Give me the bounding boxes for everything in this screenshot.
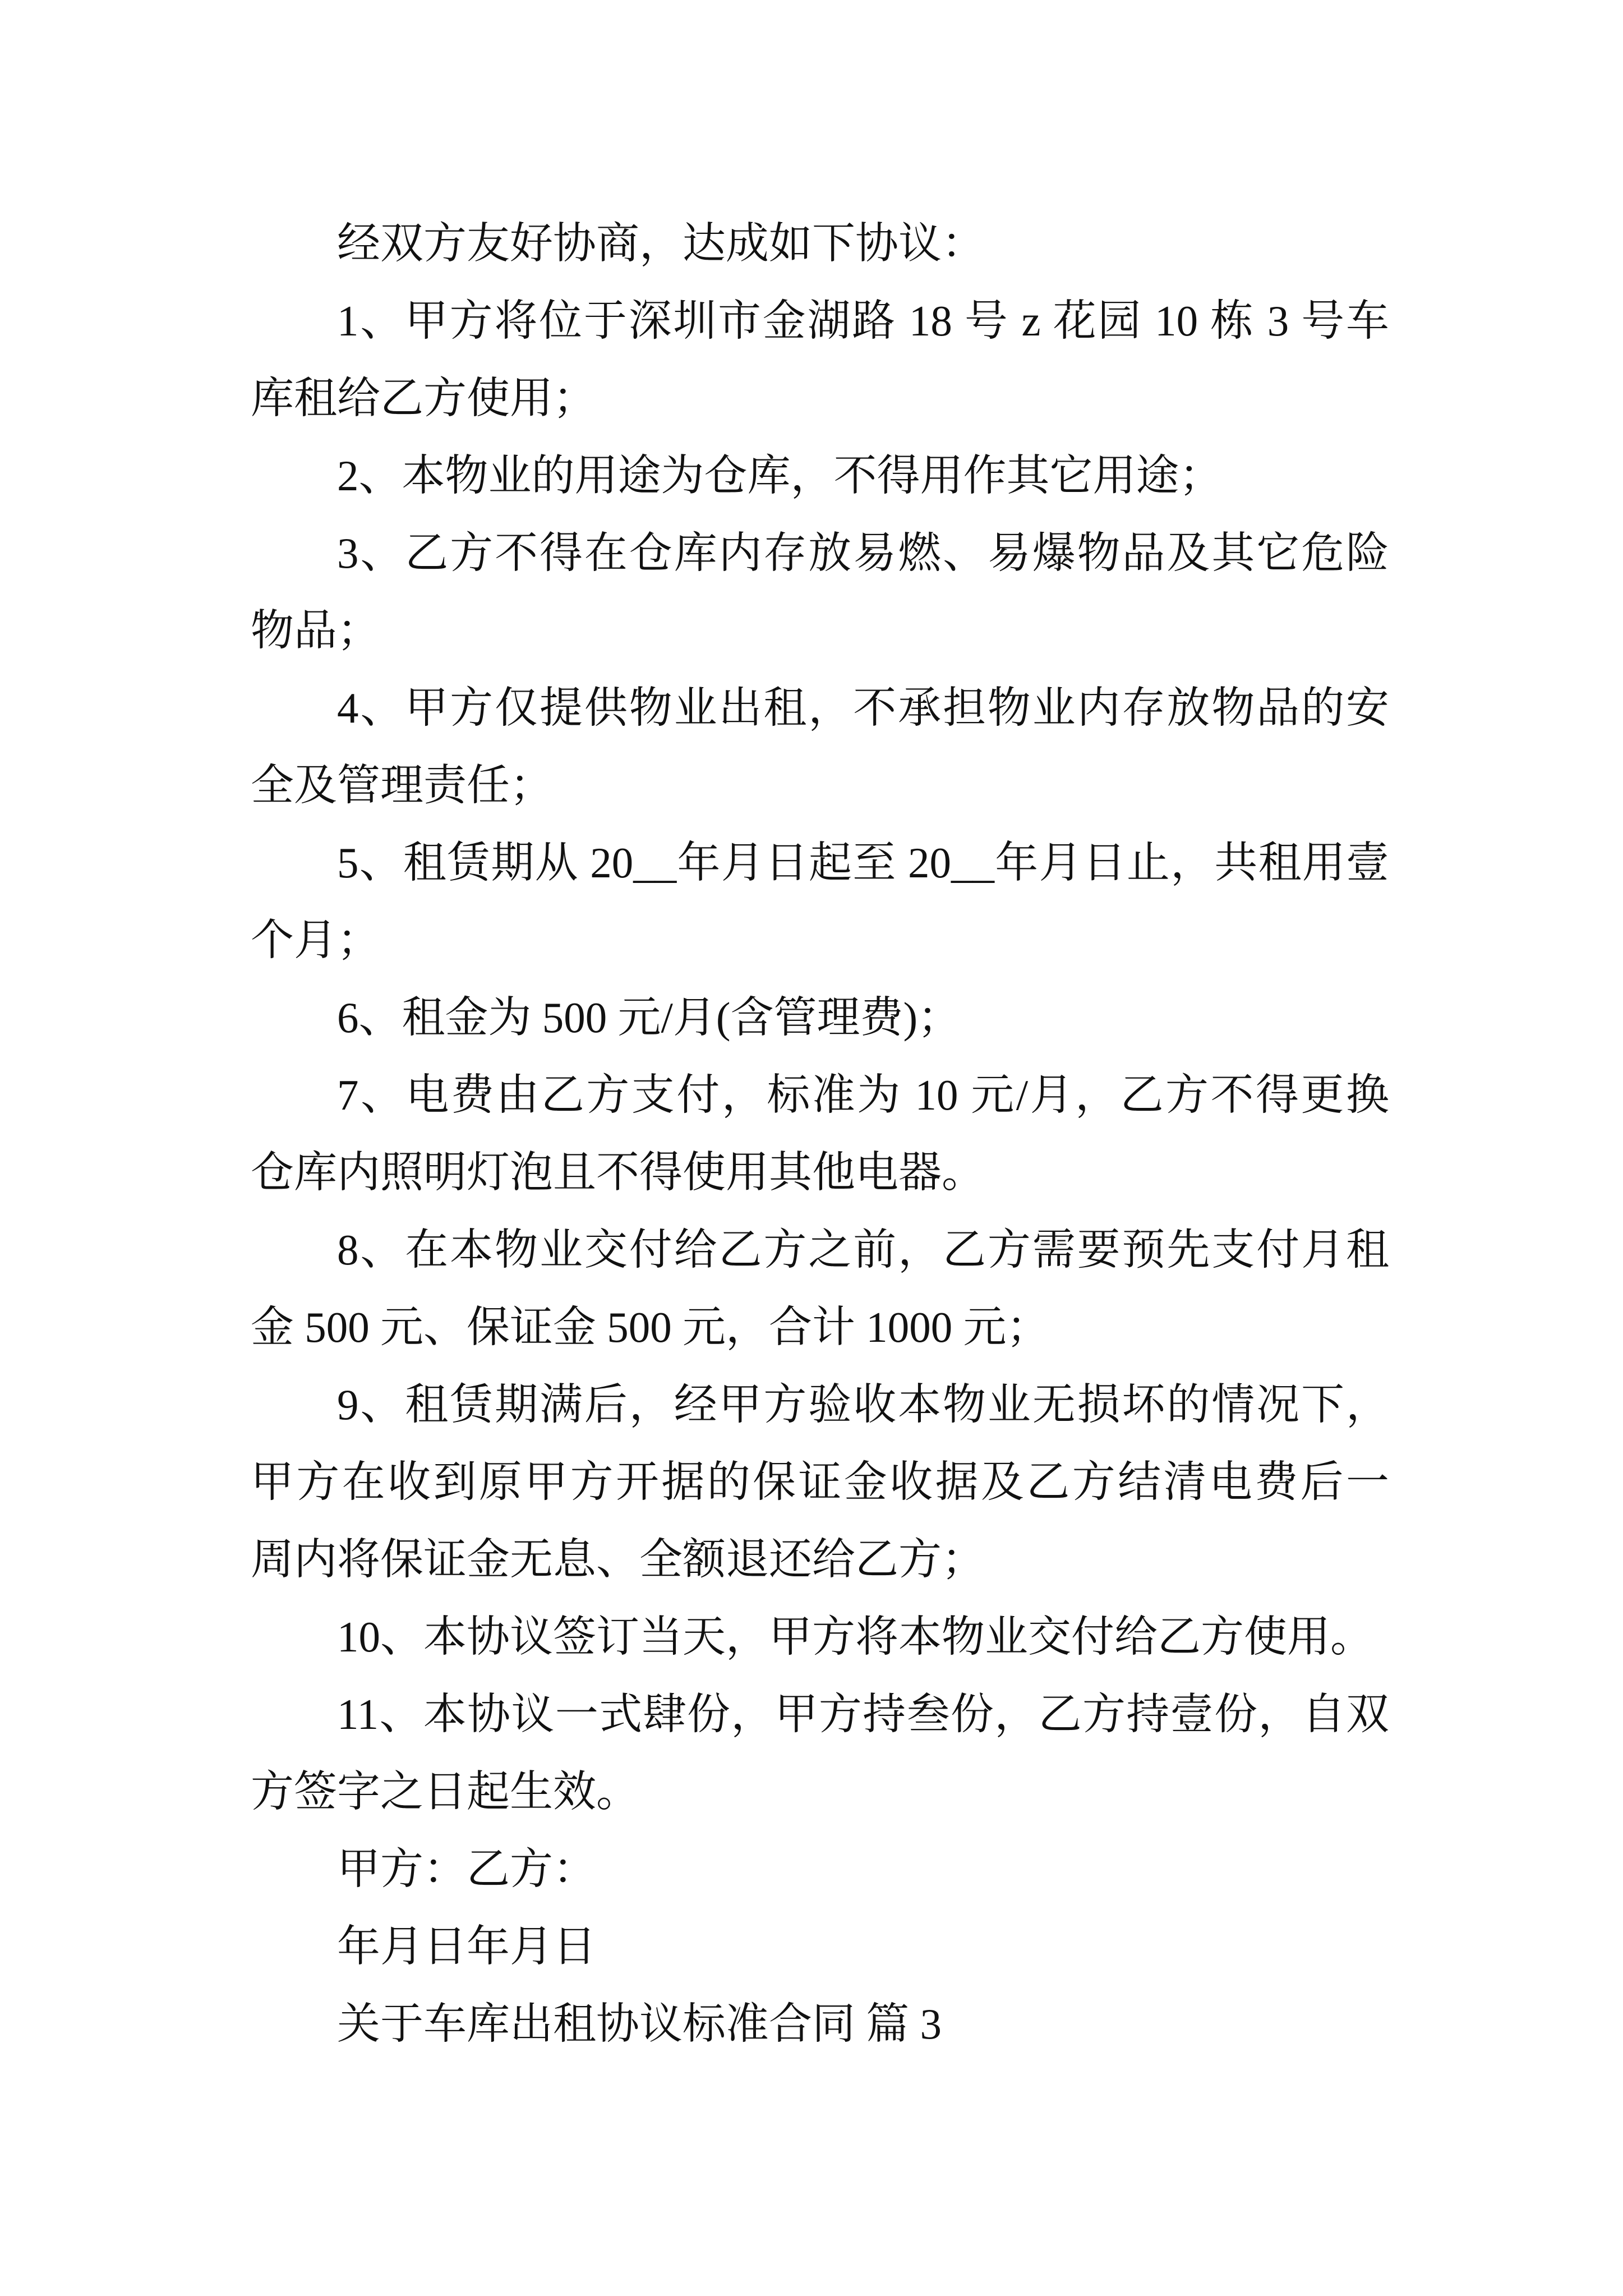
clause-6	[251, 979, 1389, 1056]
clause-6-line-1: 6、租金为 500 元/月(含管理费)；	[337, 993, 961, 1042]
clause-8-line-2: 金 500 元、保证金 500 元，合计 1000 元；	[251, 1303, 1050, 1351]
date-line: 年月日年月日	[337, 1922, 596, 1971]
clause-4	[251, 669, 1389, 824]
clause-7	[251, 1056, 1389, 1211]
clause-9	[251, 1366, 1389, 1598]
clause-8-line-1: 8、在本物业交付给乙方之前，乙方需要预先支付月租	[337, 1226, 1389, 1274]
clause-3-line-2: 物品；	[251, 606, 380, 655]
clause-10-line-1: 10、本协议签订当天，甲方将本物业交付给乙方使用。	[337, 1613, 1373, 1661]
clause-5-line-2: 个月；	[251, 916, 380, 964]
clause-1-line-1: 1、甲方将位于深圳市金湖路 18 号 z 花园 10 栋 3 号车	[337, 297, 1389, 345]
clause-4-line-2: 全及管理责任；	[251, 761, 553, 809]
clause-9-line-2: 甲方在收到原甲方开据的保证金收据及乙方结清电费后一	[251, 1458, 1389, 1506]
intro-line-1: 经双方友好协商，达成如下协议：	[337, 219, 985, 268]
clause-2	[251, 437, 1389, 514]
signature-line: 甲方：乙方：	[337, 1845, 596, 1893]
clause-2-line-1: 2、本物业的用途为仓库，不得用作其它用途；	[337, 452, 1223, 500]
document-body	[251, 205, 1389, 2063]
clause-10	[251, 1598, 1389, 1676]
clause-9-line-3: 周内将保证金无息、全额退还给乙方；	[251, 1535, 985, 1584]
clause-3-line-1: 3、乙方不得在仓库内存放易燃、易爆物品及其它危险	[337, 529, 1389, 577]
clause-9-line-1: 9、租赁期满后，经甲方验收本物业无损坏的情况下，	[337, 1381, 1389, 1429]
clause-3	[251, 514, 1389, 669]
clause-5-line-1: 5、租赁期从 20__年月日起至 20__年月日止，共租用壹	[337, 839, 1389, 887]
clause-11-line-2: 方签字之日起生效。	[251, 1768, 639, 1816]
intro-paragraph	[251, 205, 1389, 282]
clause-11	[251, 1676, 1389, 1830]
clause-7-line-2: 仓库内照明灯泡且不得使用其他电器。	[251, 1148, 985, 1197]
clause-5	[251, 824, 1389, 979]
clause-1	[251, 282, 1389, 437]
clause-7-line-1: 7、电费由乙方支付，标准为 10 元/月，乙方不得更换	[337, 1071, 1389, 1119]
clause-11-line-1: 11、本协议一式肆份，甲方持叁份，乙方持壹份，自双	[337, 1690, 1389, 1738]
clause-4-line-1: 4、甲方仅提供物业出租，不承担物业内存放物品的安	[337, 684, 1389, 732]
clause-1-line-2: 库租给乙方使用；	[251, 374, 596, 422]
clause-8	[251, 1211, 1389, 1366]
section-heading: 关于车库出租协议标准合同 篇 3	[337, 2000, 942, 2048]
